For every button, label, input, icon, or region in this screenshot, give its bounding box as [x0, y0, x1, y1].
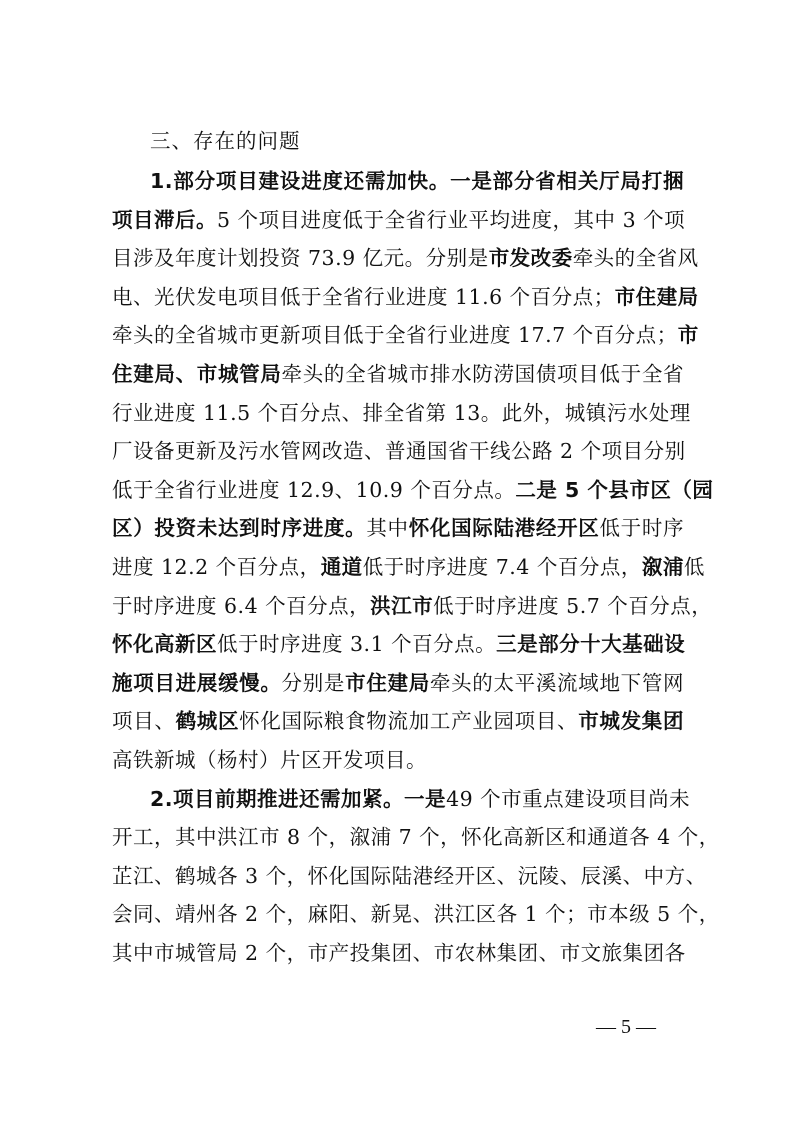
text-line: [150, 780, 691, 818]
text-run: 牵头的全省城市排水防涝国债项目低于全省: [281, 362, 685, 386]
text-run: 进度 12.2 个百分点，: [112, 555, 321, 579]
bold-run: 怀化国际陆港经开区: [408, 516, 600, 541]
text-line: [112, 471, 714, 509]
text-run: 低于时序: [599, 516, 685, 541]
text-run: 厂设备更新及污水管网改造、普通国省干线公路 2 个项目分别: [112, 439, 686, 464]
bold-run: 洪江市: [370, 593, 434, 618]
bold-run: 市: [677, 323, 699, 348]
bold-run: 项目滞后。: [112, 207, 217, 232]
text-run: 行业进度 11.5 个百分点、排全省第 13。此外，城镇污水处理: [112, 400, 691, 425]
text-run: 牵头的全省城市更新项目低于全省行业进度 17.7 个百分点；: [112, 323, 678, 348]
text-run: 会同、靖州各 2 个，麻阳、新晃、洪江区各 1 个；市本级 5 个，: [112, 902, 720, 927]
text-run: 其中: [366, 516, 409, 541]
text-line: [112, 934, 684, 972]
text-run: 低于时序进度 5.7 个百分点，: [433, 593, 713, 618]
text-line: [112, 316, 699, 354]
text-line: [112, 432, 684, 470]
bold-run: 鹤城区: [175, 709, 240, 734]
text-run: 牵头的全省风: [572, 246, 699, 271]
text-run: 低于全省行业进度 12.9、10.9 个百分点。: [112, 477, 516, 502]
text-line: [112, 625, 684, 663]
bold-run: 市住建局: [345, 670, 430, 695]
bold-run: 通道: [320, 555, 363, 579]
text-run: 分别是: [281, 670, 346, 695]
text-run: 低于时序进度 3.1 个百分点。: [217, 632, 497, 657]
bold-run: 溆浦: [641, 555, 684, 579]
text-line: [150, 162, 684, 200]
text-line: [112, 201, 684, 239]
text-line: [112, 664, 684, 702]
text-run: 开工，其中洪江市 8 个，溆浦 7 个，怀化高新区和通道各 4 个，: [112, 825, 720, 850]
text-run: 于时序进度 6.4 个百分点，: [112, 593, 371, 618]
text-run: 低: [683, 555, 705, 579]
text-run: 高铁新城（杨村）片区开发项目。: [112, 748, 427, 772]
text-run: 5 个项目进度低于全省行业平均进度，其中 3 个项: [217, 207, 686, 232]
text-line: [112, 857, 707, 895]
text-run: 49 个市重点建设项目尚未: [446, 786, 691, 811]
text-line: [112, 818, 720, 856]
bold-run: 二是 5 个县市区（园: [515, 477, 714, 502]
text-line: [112, 548, 705, 586]
text-line: [112, 239, 699, 277]
text-line: [112, 741, 684, 779]
bold-run: 区）投资未达到时序进度。: [112, 516, 367, 541]
bold-run: 2.项目前期推进还需加紧。一是: [150, 786, 447, 811]
text-line: [112, 702, 684, 740]
text-line: [112, 278, 699, 316]
page-number: — 5 —: [596, 1016, 656, 1038]
text-line: [112, 394, 691, 432]
bold-run: 市发改委: [488, 246, 573, 271]
text-run: 目涉及年度计划投资 73.9 亿元。分别是: [112, 246, 489, 271]
text-line: [112, 355, 684, 393]
text-line: [112, 587, 713, 625]
bold-run: 三是部分十大基础设: [496, 632, 686, 657]
text-run: 电、光伏发电项目低于全省行业进度 11.6 个百分点；: [112, 284, 615, 309]
bold-run: 1.部分项目建设进度还需加快。一是部分省相关厅局打捆: [150, 169, 684, 193]
text-run: 牵头的太平溪流域地下管网: [429, 670, 685, 695]
text-run: 芷江、鹤城各 3 个，怀化国际陆港经开区、沅陵、辰溪、中方、: [112, 863, 707, 888]
bold-run: 市住建局: [614, 284, 699, 309]
text-run: 项目、: [112, 709, 176, 734]
text-run: 怀化国际粮食物流加工产业园项目、: [239, 709, 579, 734]
bold-run: 市城发集团: [578, 709, 685, 734]
text-run: 其中市城管局 2 个，市产投集团、市农林集团、市文旅集团各: [112, 941, 686, 965]
section-heading: 三、存在的问题: [150, 129, 301, 153]
text-line: [112, 509, 684, 547]
bold-run: 施项目进展缓慢。: [112, 670, 282, 695]
text-line: [112, 895, 720, 933]
bold-run: 住建局、市城管局: [112, 362, 282, 386]
bold-run: 怀化高新区: [112, 632, 217, 657]
text-run: 低于时序进度 7.4 个百分点，: [362, 555, 642, 579]
